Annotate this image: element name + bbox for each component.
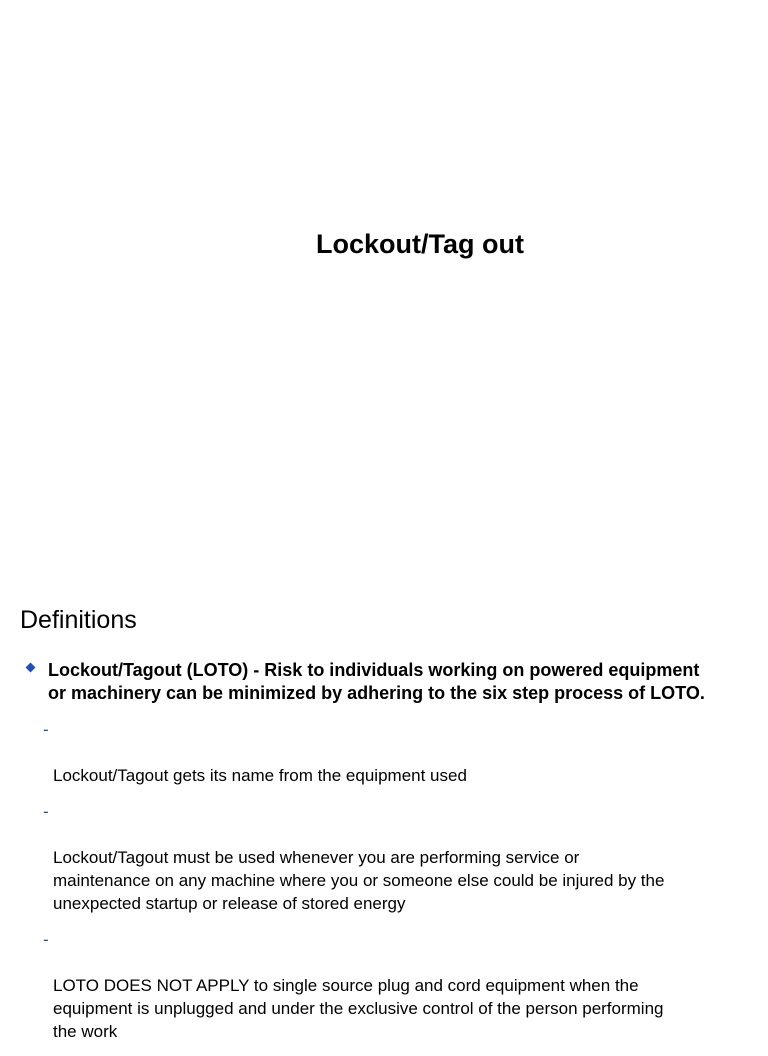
slide-title: Lockout/Tag out: [316, 229, 524, 259]
dash-bullet: -: [43, 930, 49, 949]
dash-bullet: -: [43, 802, 49, 821]
sub-bullet-item: [43, 800, 758, 915]
definitions-heading: Definitions: [20, 606, 137, 634]
sub-bullet-text: Lockout/Tagout must be used whenever you are performing service or maintenance on any machine where you or someone else could be injured by the unexpected startup or release of stored energy: [53, 848, 665, 913]
main-bullet-text: Lockout/Tagout (LOTO) - Risk to individuals working on powered equipment or machinery can be minimized by adhering to the six step process of LOTO.: [48, 660, 705, 703]
sub-bullet-text: Lockout/Tagout gets its name from the equipment used: [53, 766, 467, 785]
diamond-bullet-icon: [26, 663, 36, 673]
sub-bullet-text: LOTO DOES NOT APPLY to single source plug and cord equipment when the equipment is unplugged and under the exclusive control of the person performing the work: [53, 976, 664, 1041]
dash-bullet: -: [43, 720, 49, 739]
sub-bullet-item: [43, 928, 758, 1043]
sub-bullet-item: [43, 718, 758, 787]
main-bullet-item: [25, 659, 760, 705]
sub-bullet-list: [43, 718, 758, 1056]
